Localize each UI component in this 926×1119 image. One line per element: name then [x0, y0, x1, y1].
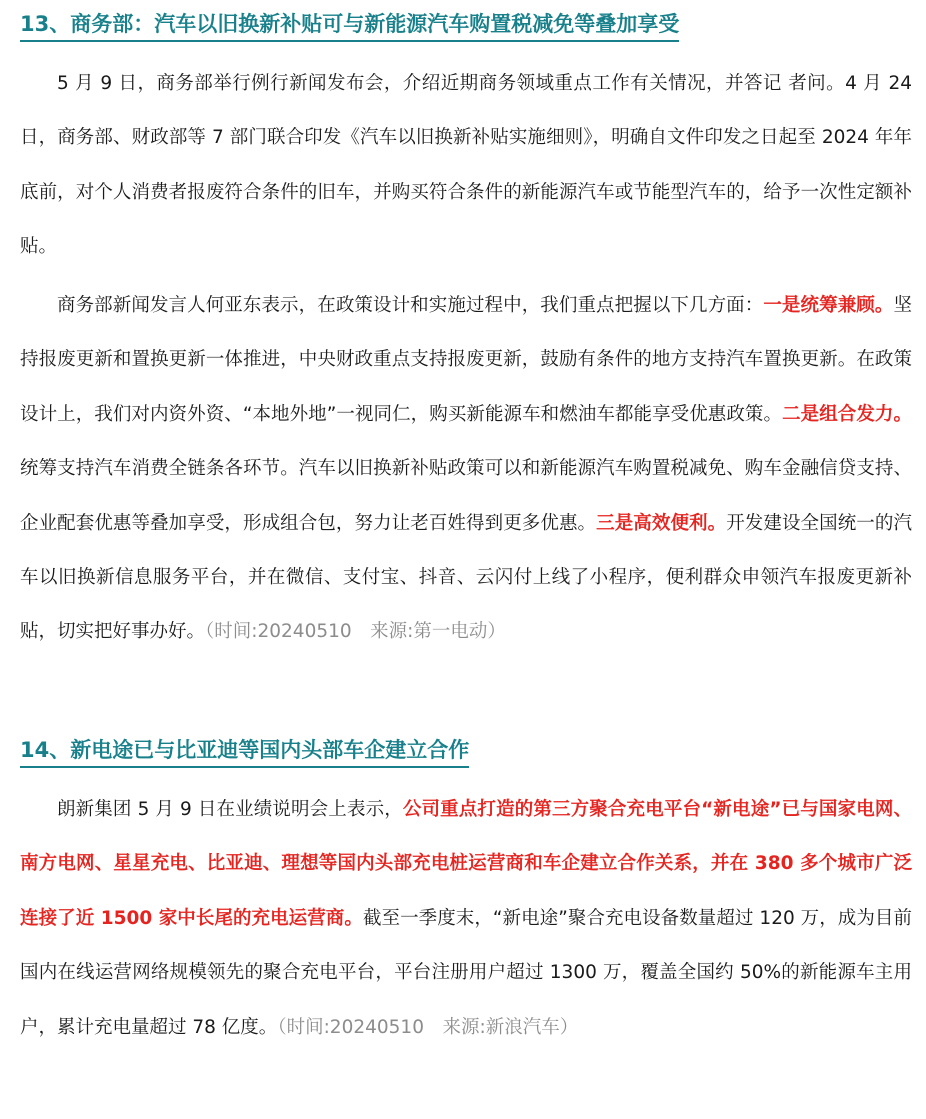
point-3-label: 三是高效便利。: [596, 512, 727, 534]
section-13-paragraph-2: [20, 279, 912, 660]
section-13-heading: [20, 9, 679, 42]
point-3-text: 开发建设全国统一的汽车以旧换新信息服务平台，并在微信、支付宝、抖音、云闪付上线了小程序，便利群众申领汽车报废更新补贴，切实把好事办好。: [20, 512, 912, 643]
point-2-label: 二是组合发力。: [782, 403, 912, 425]
section-14-heading-text: 14、新电途已与比亚迪等国内头部车企建立合作: [20, 735, 469, 768]
point-1-label: 一是统筹兼顾。: [763, 295, 894, 316]
section-13-intro: 商务部新闻发言人何亚东表示，在政策设计和实施过程中，我们重点把握以下几方面：: [57, 295, 764, 316]
point-2-text: 统筹支持汽车消费全链条各环节。汽车以旧换新补贴政策可以和新能源汽车购置税减免、购车金融信贷支持、企业配套优惠等叠加享受，形成组合包，努力让老百姓得到更多优惠。: [20, 458, 912, 534]
section-14-highlight: 公司重点打造的第三方聚合充电平台“新电途”已与国家电网、南方电网、星星充电、比亚迪、理想等国内头部充电桩运营商和车企建立合作关系，并在 380 多个城市广泛连接了近 1500 家中长尾的充电运营商。: [20, 799, 912, 929]
section-13-source: （时间:20240510 来源:第一电动）: [205, 621, 506, 643]
point-1-text: 坚持报废更新和置换更新一体推进，中央财政重点支持报废更新，鼓励有条件的地方支持汽车置换更新。在政策设计上，我们对内资外资、“本地外地”一视同仁，购买新能源车和燃油车都能享受优惠政策。: [20, 295, 912, 425]
section-14-heading: [20, 735, 469, 768]
section-13-paragraph-1: 5 月 9 日，商务部举行例行新闻发布会，介绍近期商务领域重点工作有关情况，并答记 者问。4 月 24 日，商务部、财政部等 7 部门联合印发《汽车以旧换新补贴实施细则》，明确自文件印发之日起至 2024 年年底前，对个人消费者报废符合条件的旧车，并购买符合条件的新能源汽车或节能型汽车的，给予一次性定额补贴。: [20, 73, 912, 258]
section-14-text: 截至一季度末，“新电途”聚合充电设备数量超过 120 万，成为目前国内在线运营网络规模领先的聚合充电平台，平台注册用户超过 1300 万，覆盖全国约 50%的新能源车主用户，累计充电量超过 78 亿度。: [20, 907, 912, 1038]
section-13-heading-text: 13、商务部：汽车以旧换新补贴可与新能源汽车购置税减免等叠加享受: [20, 9, 679, 42]
section-14-paragraph: [20, 783, 912, 1055]
section-14-source: （时间:20240510 来源:新浪汽车）: [277, 1016, 579, 1038]
section-14-intro: 朗新集团 5 月 9 日在业绩说明会上表示，: [57, 799, 403, 820]
